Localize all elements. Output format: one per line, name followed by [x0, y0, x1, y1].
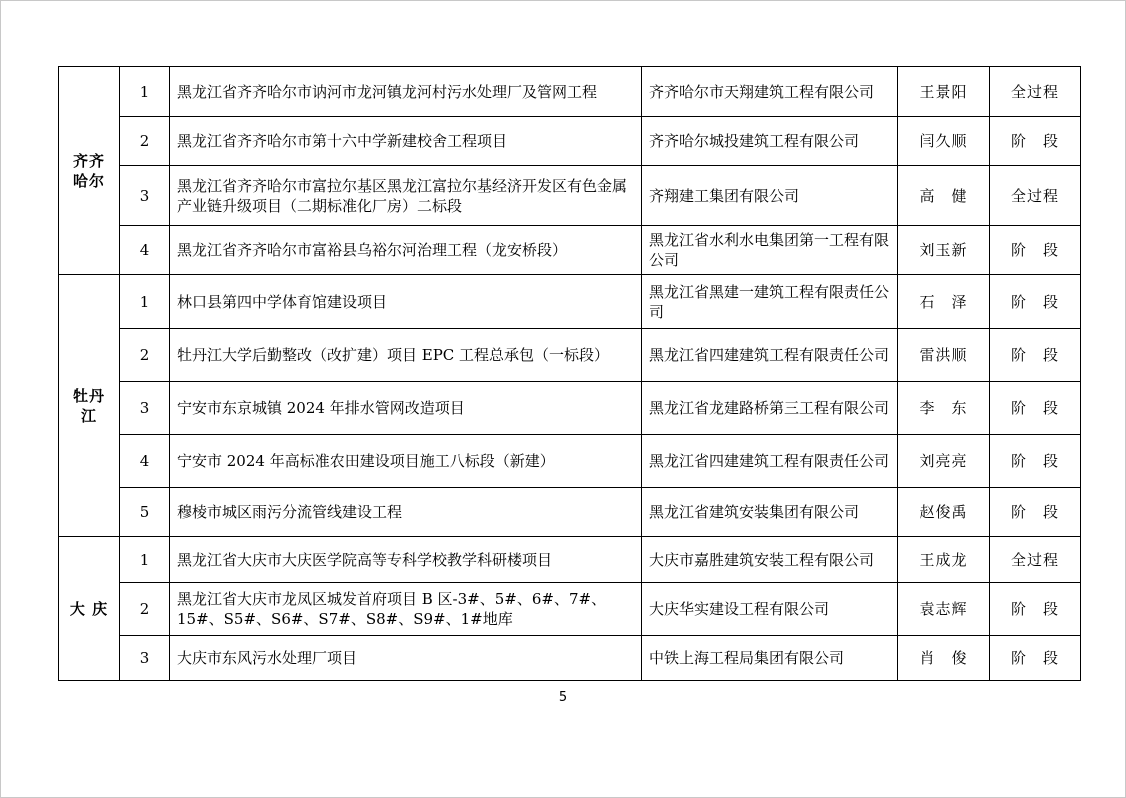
region-label: 齐齐 哈尔 — [72, 151, 105, 190]
table-row — [59, 488, 1081, 537]
person-name: 雷洪顺 — [898, 329, 990, 382]
project-name: 黑龙江省齐齐哈尔市讷河市龙河镇龙河村污水处理厂及管网工程 — [170, 67, 642, 117]
company-name: 黑龙江省四建建筑工程有限责任公司 — [642, 435, 898, 488]
row-number: 2 — [120, 329, 170, 382]
table-row — [59, 636, 1081, 681]
person-name: 刘玉新 — [898, 226, 990, 275]
person-name: 李 东 — [898, 382, 990, 435]
stage-cell: 全过程 — [990, 67, 1081, 117]
project-name: 黑龙江省大庆市龙凤区城发首府项目 B 区-3#、5#、6#、7#、15#、S5#、S6#、S7#、S8#、S9#、1#地库 — [170, 583, 642, 636]
project-name: 黑龙江省齐齐哈尔市富裕县乌裕尔河治理工程（龙安桥段） — [170, 226, 642, 275]
person-name: 刘亮亮 — [898, 435, 990, 488]
person-name: 王景阳 — [898, 67, 990, 117]
stage-cell: 阶 段 — [990, 226, 1081, 275]
company-name: 黑龙江省水利水电集团第一工程有限公司 — [642, 226, 898, 275]
row-number: 1 — [120, 275, 170, 329]
project-name: 大庆市东风污水处理厂项目 — [170, 636, 642, 681]
stage-cell: 阶 段 — [990, 275, 1081, 329]
region-cell-daqing — [59, 537, 120, 681]
row-number: 3 — [120, 382, 170, 435]
stage-cell: 阶 段 — [990, 488, 1081, 537]
person-name: 肖 俊 — [898, 636, 990, 681]
row-number: 2 — [120, 117, 170, 166]
stage-cell: 全过程 — [990, 537, 1081, 583]
stage-cell: 阶 段 — [990, 382, 1081, 435]
region-cell-mudanjiang — [59, 275, 120, 537]
row-number: 4 — [120, 226, 170, 275]
table-row — [59, 117, 1081, 166]
company-name: 大庆市嘉胜建筑安装工程有限公司 — [642, 537, 898, 583]
table-row — [59, 583, 1081, 636]
company-name: 大庆华实建设工程有限公司 — [642, 583, 898, 636]
row-number: 2 — [120, 583, 170, 636]
project-name: 黑龙江省齐齐哈尔市第十六中学新建校舍工程项目 — [170, 117, 642, 166]
row-number: 1 — [120, 537, 170, 583]
table-row — [59, 382, 1081, 435]
table-row — [59, 166, 1081, 226]
project-name: 黑龙江省齐齐哈尔市富拉尔基区黑龙江富拉尔基经济开发区有色金属产业链升级项目（二期标准化厂房）二标段 — [170, 166, 642, 226]
projects-table — [58, 66, 1081, 681]
row-number: 4 — [120, 435, 170, 488]
company-name: 黑龙江省黑建一建筑工程有限责任公司 — [642, 275, 898, 329]
row-number: 1 — [120, 67, 170, 117]
stage-cell: 全过程 — [990, 166, 1081, 226]
table-row — [59, 435, 1081, 488]
person-name: 袁志辉 — [898, 583, 990, 636]
table-row — [59, 226, 1081, 275]
project-name: 林口县第四中学体育馆建设项目 — [170, 275, 642, 329]
row-number: 3 — [120, 636, 170, 681]
stage-cell: 阶 段 — [990, 583, 1081, 636]
company-name: 中铁上海工程局集团有限公司 — [642, 636, 898, 681]
row-number: 5 — [120, 488, 170, 537]
project-name: 穆棱市城区雨污分流管线建设工程 — [170, 488, 642, 537]
person-name: 闫久顺 — [898, 117, 990, 166]
page-number: 5 — [558, 690, 568, 705]
project-name: 牡丹江大学后勤整改（改扩建）项目 EPC 工程总承包（一标段） — [170, 329, 642, 382]
person-name: 高 健 — [898, 166, 990, 226]
stage-cell: 阶 段 — [990, 435, 1081, 488]
company-name: 齐齐哈尔市天翔建筑工程有限公司 — [642, 67, 898, 117]
stage-cell: 阶 段 — [990, 329, 1081, 382]
region-label: 牡丹江 — [72, 386, 105, 425]
stage-cell: 阶 段 — [990, 636, 1081, 681]
table-row — [59, 67, 1081, 117]
company-name: 黑龙江省四建建筑工程有限责任公司 — [642, 329, 898, 382]
project-name: 宁安市东京城镇 2024 年排水管网改造项目 — [170, 382, 642, 435]
company-name: 齐齐哈尔城投建筑工程有限公司 — [642, 117, 898, 166]
project-name: 黑龙江省大庆市大庆医学院高等专科学校教学科研楼项目 — [170, 537, 642, 583]
table-row — [59, 275, 1081, 329]
company-name: 黑龙江省龙建路桥第三工程有限公司 — [642, 382, 898, 435]
project-name: 宁安市 2024 年高标准农田建设项目施工八标段（新建） — [170, 435, 642, 488]
region-cell-qiqihar — [59, 67, 120, 275]
row-number: 3 — [120, 166, 170, 226]
region-label: 大 庆 — [69, 599, 109, 618]
person-name: 王成龙 — [898, 537, 990, 583]
person-name: 石 泽 — [898, 275, 990, 329]
table-row — [59, 329, 1081, 382]
table-row — [59, 537, 1081, 583]
company-name: 齐翔建工集团有限公司 — [642, 166, 898, 226]
company-name: 黑龙江省建筑安装集团有限公司 — [642, 488, 898, 537]
person-name: 赵俊禹 — [898, 488, 990, 537]
stage-cell: 阶 段 — [990, 117, 1081, 166]
